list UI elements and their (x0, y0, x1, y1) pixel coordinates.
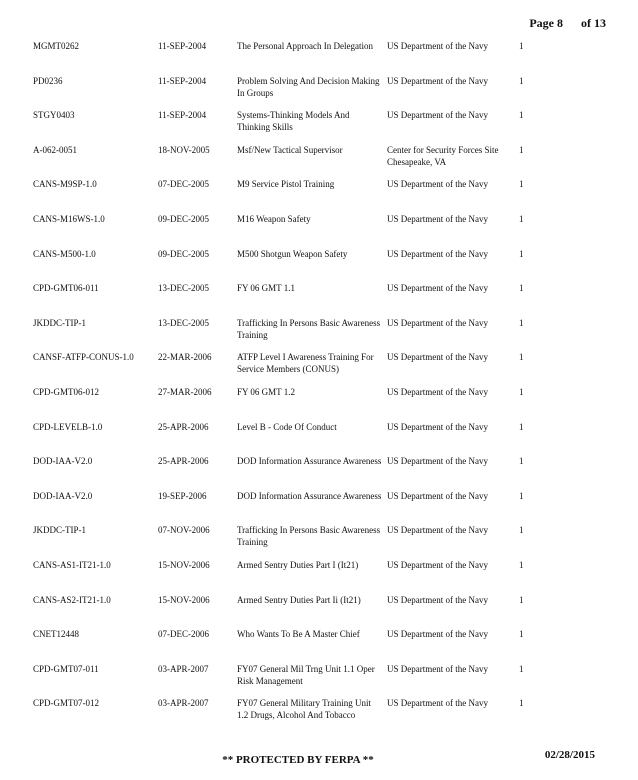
table-row (33, 490, 613, 525)
course-title: Systems-Thinking Models And Thinking Skills (237, 110, 350, 133)
table-row (33, 663, 613, 698)
table-row (33, 178, 613, 213)
print-date: 02/28/2015 (544, 749, 595, 761)
table-row (33, 317, 613, 352)
ferpa-notice: ** PROTECTED BY FERPA ** (222, 754, 374, 766)
course-code: JKDDC-TIP-1 (33, 525, 86, 536)
table-row (33, 559, 613, 594)
table-row (33, 213, 613, 248)
table-row (33, 40, 613, 75)
completion-date: 07-NOV-2006 (158, 525, 210, 536)
completion-date: 13-DEC-2005 (158, 283, 209, 294)
provider-org: Center for Security Forces Site Chesapeake, VA (387, 144, 499, 167)
credit-count: 1 (519, 663, 524, 674)
course-title: M9 Service Pistol Training (237, 179, 335, 190)
course-code: MGMT0262 (33, 41, 80, 51)
course-title: DOD Information Assurance Awareness (237, 456, 382, 467)
credit-count: 1 (519, 421, 524, 432)
course-title: Armed Sentry Duties Part I (It21) (237, 559, 359, 570)
course-code: CPD-LEVELB-1.0 (33, 421, 103, 432)
provider-org: US Department of the Navy (387, 525, 488, 536)
provider-org: US Department of the Navy (387, 386, 488, 397)
provider-org: US Department of the Navy (387, 663, 488, 674)
table-row (33, 386, 613, 421)
completion-date: 13-DEC-2005 (158, 317, 209, 328)
course-code: CANS-M500-1.0 (33, 248, 96, 259)
table-row (33, 282, 613, 317)
completion-date: 25-APR-2006 (158, 456, 209, 467)
completion-date: 03-APR-2007 (158, 698, 209, 709)
course-code: JKDDC-TIP-1 (33, 317, 86, 328)
course-code: CANSF-ATFP-CONUS-1.0 (33, 352, 134, 363)
provider-org: US Department of the Navy (387, 594, 488, 605)
credit-count: 1 (519, 75, 524, 86)
credit-count: 1 (519, 490, 524, 501)
course-title: Who Wants To Be A Master Chief (237, 629, 360, 640)
table-row (33, 75, 613, 110)
completion-date: 11-SEP-2004 (158, 110, 207, 121)
course-code: CANS-M16WS-1.0 (33, 213, 105, 224)
completion-date: 22-MAR-2006 (158, 352, 212, 363)
credit-count: 1 (519, 629, 524, 640)
completion-date: 19-SEP-2006 (158, 490, 207, 501)
course-title: M16 Weapon Safety (237, 213, 311, 224)
completion-date: 09-DEC-2005 (158, 213, 209, 224)
provider-org: US Department of the Navy (387, 110, 488, 121)
completion-date: 15-NOV-2006 (158, 594, 210, 605)
course-code: CANS-M9SP-1.0 (33, 179, 97, 190)
credit-count: 1 (519, 698, 524, 709)
course-code: CPD-GMT06-011 (33, 283, 99, 294)
course-code: CPD-GMT07-012 (33, 698, 100, 709)
table-row (33, 144, 613, 179)
course-title: ATFP Level I Awareness Training For Service Members (CONUS) (237, 352, 374, 375)
table-row (33, 421, 613, 456)
course-title: The Personal Approach In Delegation (237, 41, 373, 51)
credit-count: 1 (519, 144, 524, 155)
course-title: Armed Sentry Duties Part Ii (It21) (237, 594, 361, 605)
provider-org: US Department of the Navy (387, 421, 488, 432)
page-number: Page 8 (529, 16, 563, 30)
course-code: CNET12448 (33, 629, 79, 640)
table-row (33, 524, 613, 559)
credit-count: 1 (519, 386, 524, 397)
completion-date: 27-MAR-2006 (158, 386, 212, 397)
completion-date: 03-APR-2007 (158, 663, 209, 674)
course-code: DOD-IAA-V2.0 (33, 456, 93, 467)
completion-date: 09-DEC-2005 (158, 248, 209, 259)
credit-count: 1 (519, 456, 524, 467)
provider-org: US Department of the Navy (387, 629, 488, 640)
provider-org: US Department of the Navy (387, 352, 488, 363)
page-header (529, 16, 606, 31)
course-title: Problem Solving And Decision Making In Groups (237, 75, 380, 98)
course-title: FY07 General Mil Trng Unit 1.1 Oper Risk Management (237, 663, 375, 686)
provider-org: US Department of the Navy (387, 698, 488, 709)
table-row (33, 628, 613, 663)
course-code: CPD-GMT06-012 (33, 386, 100, 397)
credit-count: 1 (519, 317, 524, 328)
course-title: FY 06 GMT 1.2 (237, 386, 296, 397)
course-title: DOD Information Assurance Awareness (237, 490, 382, 501)
provider-org: US Department of the Navy (387, 456, 488, 467)
course-code: STGY0403 (33, 110, 75, 121)
completion-date: 07-DEC-2006 (158, 629, 209, 640)
provider-org: US Department of the Navy (387, 559, 488, 570)
training-records-list (33, 40, 613, 732)
course-title: Level B - Code Of Conduct (237, 421, 337, 432)
page-total: of 13 (581, 16, 606, 30)
course-title: FY 06 GMT 1.1 (237, 283, 296, 294)
table-row (33, 455, 613, 490)
completion-date: 07-DEC-2005 (158, 179, 209, 190)
course-code: CANS-AS2-IT21-1.0 (33, 594, 111, 605)
credit-count: 1 (519, 248, 524, 259)
credit-count: 1 (519, 110, 524, 121)
course-code: A-062-0051 (33, 144, 77, 155)
table-row (33, 351, 613, 386)
credit-count: 1 (519, 283, 524, 294)
course-code: DOD-IAA-V2.0 (33, 490, 93, 501)
provider-org: US Department of the Navy (387, 317, 488, 328)
provider-org: US Department of the Navy (387, 490, 488, 501)
completion-date: 11-SEP-2004 (158, 75, 207, 86)
credit-count: 1 (519, 352, 524, 363)
completion-date: 11-SEP-2004 (158, 41, 207, 51)
credit-count: 1 (519, 559, 524, 570)
table-row (33, 697, 613, 732)
table-row (33, 109, 613, 144)
credit-count: 1 (519, 41, 524, 51)
provider-org: US Department of the Navy (387, 41, 488, 51)
course-title: Trafficking In Persons Basic Awareness Training (237, 525, 381, 548)
provider-org: US Department of the Navy (387, 283, 488, 294)
course-code: PD0236 (33, 75, 63, 86)
provider-org: US Department of the Navy (387, 75, 488, 86)
completion-date: 18-NOV-2005 (158, 144, 210, 155)
credit-count: 1 (519, 594, 524, 605)
course-title: Trafficking In Persons Basic Awareness Training (237, 317, 381, 340)
course-title: Msf/New Tactical Supervisor (237, 144, 343, 155)
credit-count: 1 (519, 213, 524, 224)
course-code: CPD-GMT07-011 (33, 663, 99, 674)
credit-count: 1 (519, 525, 524, 536)
course-title: M500 Shotgun Weapon Safety (237, 248, 348, 259)
table-row (33, 594, 613, 629)
credit-count: 1 (519, 179, 524, 190)
completion-date: 25-APR-2006 (158, 421, 209, 432)
provider-org: US Department of the Navy (387, 179, 488, 190)
provider-org: US Department of the Navy (387, 248, 488, 259)
completion-date: 15-NOV-2006 (158, 559, 210, 570)
provider-org: US Department of the Navy (387, 213, 488, 224)
course-code: CANS-AS1-IT21-1.0 (33, 559, 111, 570)
course-title: FY07 General Military Training Unit 1.2 Drugs, Alcohol And Tobacco (237, 698, 371, 721)
table-row (33, 248, 613, 283)
